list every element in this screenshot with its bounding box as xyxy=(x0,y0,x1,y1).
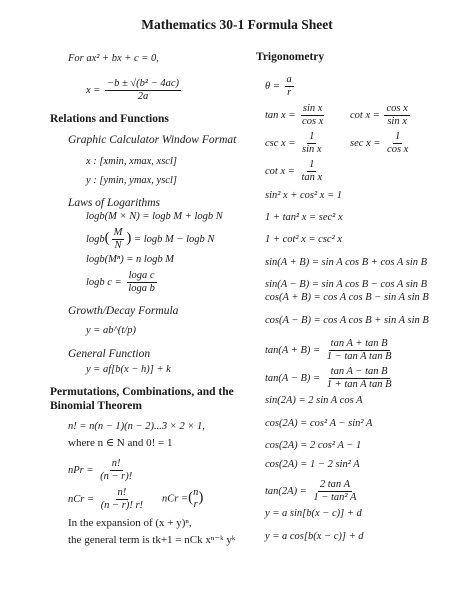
sec-num: 1 xyxy=(395,131,401,142)
cot2-lhs: cot x = xyxy=(265,165,295,177)
sec-den: cos x xyxy=(387,144,409,155)
ncr2-top: n xyxy=(193,487,199,498)
quadratic-intro: For ax² + bx + c = 0, xyxy=(68,53,159,64)
npr-num: n! xyxy=(111,458,121,469)
theta-num: a xyxy=(286,74,292,85)
cos-double-angle-3: cos(2A) = 1 − 2 sin² A xyxy=(265,459,360,470)
tan2-num: 2 tan A xyxy=(319,479,350,490)
tan-den: cos x xyxy=(302,116,324,127)
cot2-den: tan x xyxy=(301,172,323,183)
tan-difference-identity xyxy=(265,366,395,391)
quadratic-formula xyxy=(86,78,183,103)
cot2-num: 1 xyxy=(309,159,315,170)
cot-num: cos x xyxy=(386,103,408,114)
tan-num: sin x xyxy=(302,103,323,114)
tan-identity xyxy=(265,103,327,128)
combination-formula xyxy=(68,487,147,512)
cos-double-angle-1: cos(2A) = cos² A − sin² A xyxy=(265,418,373,429)
pythagorean-identity-2: 1 + tan² x = sec² x xyxy=(265,212,343,223)
log-product-law: logb(M × N) = logb M + logb N xyxy=(86,211,223,222)
sin-double-angle: sin(2A) = 2 sin A cos A xyxy=(265,395,363,406)
tanm-lhs: tan(A − B) = xyxy=(265,372,321,384)
theta-den: r xyxy=(287,87,292,98)
cot-den: sin x xyxy=(387,116,407,127)
ncr2-bottom: r xyxy=(193,499,198,510)
logs-heading: Laws of Logarithms xyxy=(68,197,161,209)
theta-lhs: θ = xyxy=(265,80,280,92)
quadratic-numerator: −b ± √(b² − 4ac) xyxy=(107,78,179,89)
cot-reciprocal-identity xyxy=(265,159,326,184)
quadratic-lhs: x = xyxy=(86,84,101,96)
sinusoidal-sine-formula: y = a sin[b(x − c)] + d xyxy=(265,508,362,519)
log-power-law: logb(Mⁿ) = n logb M xyxy=(86,254,174,265)
ncr-lhs: nCr = xyxy=(68,493,95,505)
theta-formula xyxy=(265,74,296,99)
sin-difference-identity: sin(A − B) = sin A cos B − cos A sin B xyxy=(265,279,428,290)
csc-lhs: csc x = xyxy=(265,137,296,149)
pythagorean-identity-1: sin² x + cos² x = 1 xyxy=(265,190,343,201)
log-change-num: loga c xyxy=(128,270,155,281)
quadratic-denominator: 2a xyxy=(137,91,149,102)
tanm-num: tan A − tan B xyxy=(330,366,388,377)
npr-lhs: nPr = xyxy=(68,464,94,476)
gc-window-heading: Graphic Calculator Window Format xyxy=(68,134,237,146)
tan2-den: 1 − tan² A xyxy=(313,492,357,503)
factorial-where: where n ∈ N and 0! = 1 xyxy=(68,437,173,449)
tanm-den: 1 + tan A tan B xyxy=(326,379,392,390)
log-quotient-den: N xyxy=(114,240,122,251)
sin-sum-identity: sin(A + B) = sin A cos B + cos A sin B xyxy=(265,257,428,268)
combination-binomial-notation: nCr =( n r ) xyxy=(162,487,204,510)
binomial-general-term: the general term is tk+1 = nCk xⁿ⁻ᵏ yᵏ xyxy=(68,534,236,546)
sec-lhs: sec x = xyxy=(350,137,381,149)
tanp-lhs: tan(A + B) = xyxy=(265,344,321,356)
growth-formula: y = ab^(t/p) xyxy=(86,325,137,336)
ncr-num: n! xyxy=(117,487,127,498)
tanp-den: 1 − tan A tan B xyxy=(326,351,392,362)
growth-heading: Growth/Decay Formula xyxy=(68,305,179,317)
cot-identity xyxy=(350,103,412,128)
log-change-lhs: logb c = xyxy=(86,276,122,288)
cot-lhs: cot x = xyxy=(350,109,380,121)
tan-sum-identity xyxy=(265,338,395,363)
log-quotient-lhs: logb xyxy=(86,233,105,245)
log-quotient-rhs: = logb M − logb N xyxy=(134,233,215,245)
cos-difference-identity: cos(A − B) = cos A cos B + sin A sin B xyxy=(265,315,429,326)
tan-lhs: tan x = xyxy=(265,109,296,121)
quadratic-fraction xyxy=(105,78,181,103)
general-function-formula: y = af[b(x − h)] + k xyxy=(86,364,171,375)
pythagorean-identity-3: 1 + cot² x = csc² x xyxy=(265,234,343,245)
log-change-of-base xyxy=(86,270,159,295)
sec-identity xyxy=(350,131,412,156)
csc-den: sin x xyxy=(302,144,322,155)
permutations-heading-line1: Permutations, Combinations, and the xyxy=(50,386,234,398)
csc-num: 1 xyxy=(309,131,315,142)
cos-double-angle-2: cos(2A) = 2 cos² A − 1 xyxy=(265,440,362,451)
log-quotient-law: logb( $\frac{M}{N}$ ) = logb M − logb N xyxy=(86,227,215,251)
relations-heading: Relations and Functions xyxy=(50,113,169,125)
permutation-formula xyxy=(68,458,136,483)
log-quotient-num: M xyxy=(113,227,123,238)
factorial-formula: n! = n(n − 1)(n − 2)...3 × 2 × 1, xyxy=(68,421,205,432)
sinusoidal-cosine-formula: y = a cos[b(x − c)] + d xyxy=(265,531,364,542)
permutations-heading-line2: Binomial Theorem xyxy=(50,400,142,412)
npr-den: (n − r)! xyxy=(100,471,133,482)
tan-double-angle xyxy=(265,479,360,504)
tan2-lhs: tan(2A) = xyxy=(265,485,307,497)
general-function-heading: General Function xyxy=(68,348,151,360)
binomial-expansion-text: In the expansion of (x + y)ⁿ, xyxy=(68,517,192,529)
ncr2-lhs: nCr = xyxy=(162,493,189,505)
cos-sum-identity: cos(A + B) = cos A cos B − sin A sin B xyxy=(265,292,429,303)
gc-y-window: y : [ymin, ymax, yscl] xyxy=(86,175,177,186)
ncr-den: (n − r)! r! xyxy=(100,500,144,511)
tanp-num: tan A + tan B xyxy=(330,338,388,349)
gc-x-window: x : [xmin, xmax, xscl] xyxy=(86,156,177,167)
page-title: Mathematics 30-1 Formula Sheet xyxy=(141,17,333,32)
trigonometry-heading: Trigonometry xyxy=(256,51,325,63)
log-change-den: loga b xyxy=(128,283,155,294)
csc-identity xyxy=(265,131,326,156)
